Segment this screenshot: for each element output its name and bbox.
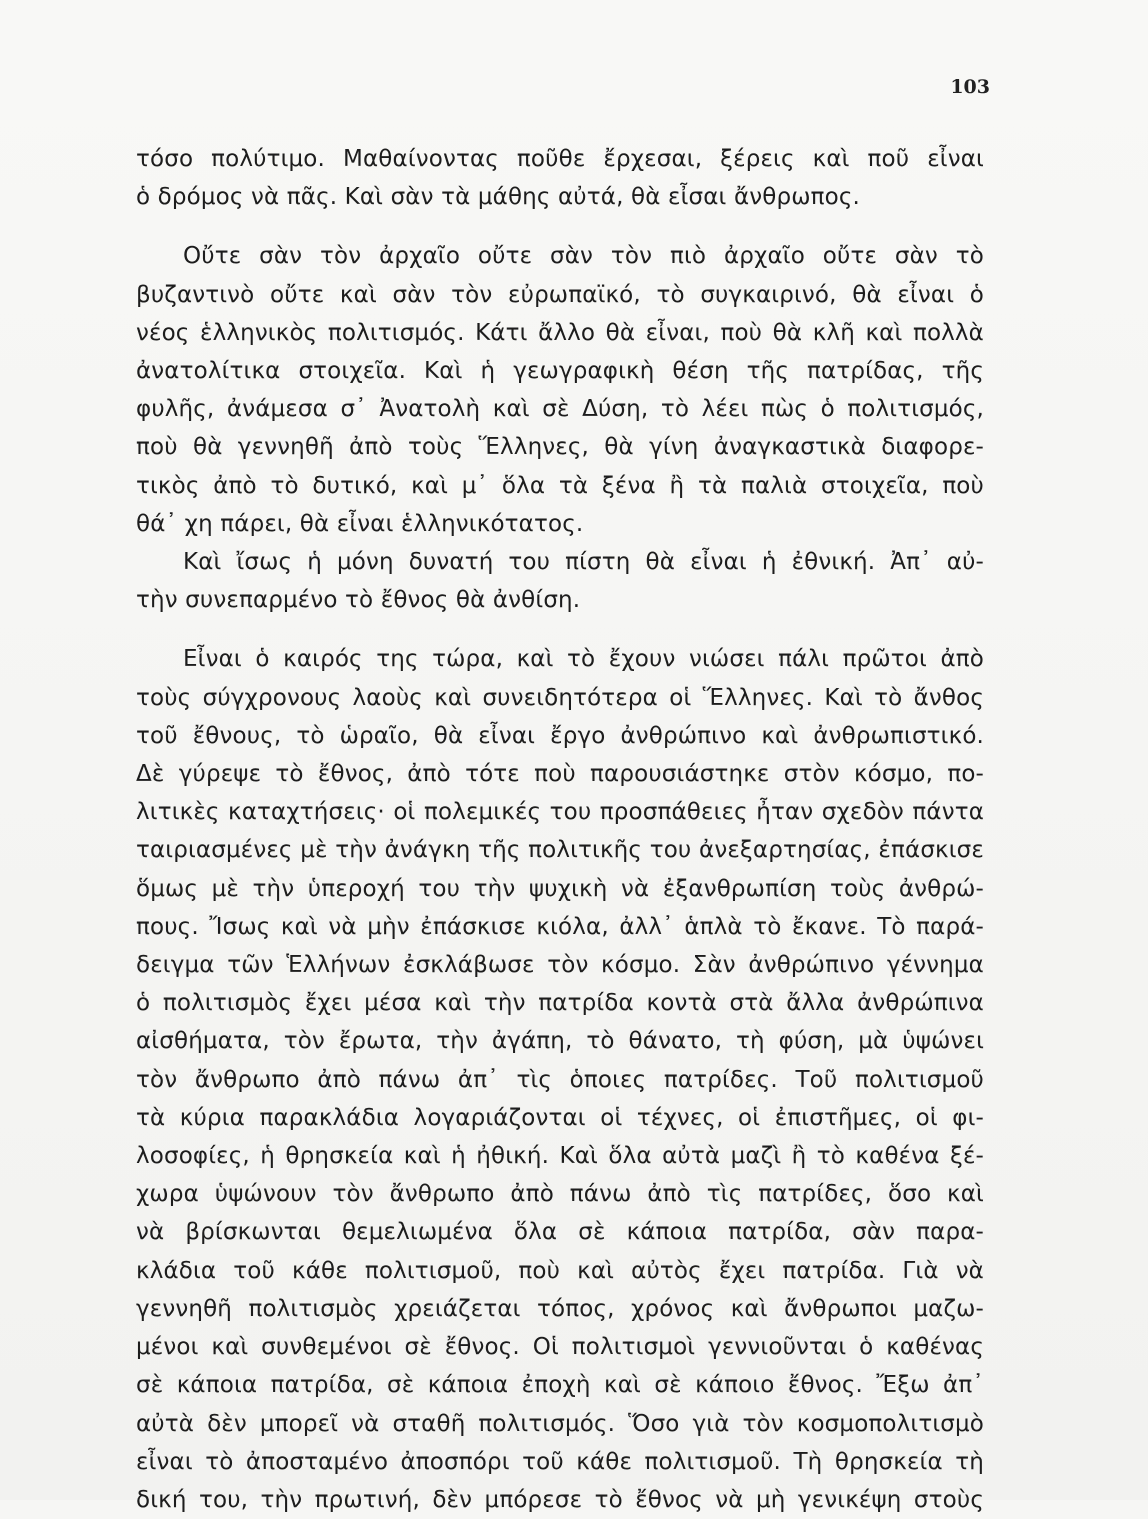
text-line: νὰ βρίσκωνται θεμελιωμένα ὅλα σὲ κάποια πατρίδα, σὰν παρα- <box>136 1219 984 1246</box>
text-line: Καὶ ἴσως ἡ μόνη δυνατή του πίστη θὰ εἶναι ἡ ἐθνική. Ἀπ᾿ αὐ- <box>183 549 984 576</box>
paragraph <box>136 640 984 1519</box>
text-line: αὐτὰ δὲν μπορεῖ νὰ σταθῆ πολιτισμός. Ὅσο γιὰ τὸν κοσμοπολιτισμὸ <box>136 1410 984 1437</box>
text-line: βυζαντινὸ οὔτε καὶ σὰν τὸν εὐρωπαϊκό, τὸ συγκαιρινό, θὰ εἶναι ὁ <box>136 281 984 308</box>
text-line: τοῦ ἔθνους, τὸ ὡραῖο, θὰ εἶναι ἔργο ἀνθρώπινο καὶ ἀνθρωπιστικό. <box>136 722 984 749</box>
text-line: τὸν ἄνθρωπο ἀπὸ πάνω ἀπ᾿ τὶς ὁποιες πατρίδες. Τοῦ πολιτισμοῦ <box>136 1066 984 1093</box>
text-line: ποὺ θὰ γεννηθῆ ἀπὸ τοὺς Ἕλληνες, θὰ γίνη ἀναγκαστικὰ διαφορε- <box>136 434 984 461</box>
text-line: εἶναι τὸ ἀποσταμένο ἀποσπόρι τοῦ κάθε πολιτισμοῦ. Τὴ θρησκεία τὴ <box>136 1448 984 1475</box>
text-line: τικὸς ἀπὸ τὸ δυτικό, καὶ μ᾿ ὅλα τὰ ξένα ἢ τὰ παλιὰ στοιχεῖα, ποὺ <box>136 472 984 499</box>
text-line: χωρα ὑψώνουν τὸν ἄνθρωπο ἀπὸ πάνω ἀπὸ τὶς πατρίδες, ὅσο καὶ <box>136 1181 984 1208</box>
text-line: ἀνατολίτικα στοιχεῖα. Καὶ ἡ γεωγραφικὴ θέση τῆς πατρίδας, τῆς <box>136 358 984 385</box>
text-line: τοὺς σύγχρονους λαοὺς καὶ συνειδητότερα οἱ Ἕλληνες. Καὶ τὸ ἄνθος <box>136 684 984 711</box>
text-line: ὁ δρόμος νὰ πᾶς. Καὶ σὰν τὰ μάθης αὐτά, θὰ εἶσαι ἄνθρωπος. <box>136 184 860 211</box>
text-line: ταιριασμένες μὲ τὴν ἀνάγκη τῆς πολιτικῆς του ἀνεξαρτησίας, ἐπάσκισε <box>136 837 984 864</box>
text-line: γεννηθῆ πολιτισμὸς χρειάζεται τόπος, χρόνος καὶ ἄνθρωποι μαζω- <box>136 1295 984 1322</box>
text-line: νέος ἑλληνικὸς πολιτισμός. Κάτι ἄλλο θὰ εἶναι, ποὺ θὰ κλῆ καὶ πολλὰ <box>136 319 984 346</box>
text-line: ὁ πολιτισμὸς ἔχει μέσα καὶ τὴν πατρίδα κοντὰ στὰ ἄλλα ἀνθρώπινα <box>136 990 984 1017</box>
text-line: κλάδια τοῦ κάθε πολιτισμοῦ, ποὺ καὶ αὐτὸς ἔχει πατρίδα. Γιὰ νὰ <box>136 1257 984 1284</box>
text-line: τὰ κύρια παρακλάδια λογαριάζονται οἱ τέχνες, οἱ ἐπιστῆμες, οἱ φι- <box>136 1104 984 1131</box>
text-line: σὲ κάποια πατρίδα, σὲ κάποια ἐποχὴ καὶ σὲ κάποιο ἔθνος. Ἔξω ἀπ᾿ <box>136 1372 984 1399</box>
text-line: Δὲ γύρεψε τὸ ἔθνος, ἀπὸ τότε ποὺ παρουσιάστηκε στὸν κόσμο, πο- <box>136 761 984 788</box>
text-line: τόσο πολύτιμο. Μαθαίνοντας ποῦθε ἔρχεσαι, ξέρεις καὶ ποῦ εἶναι <box>136 146 984 172</box>
text-line: πους. Ἴσως καὶ νὰ μὴν ἐπάσκισε κιόλα, ἀλλ᾿ ἁπλὰ τὸ ἔκανε. Τὸ παρά- <box>136 913 984 940</box>
body-text <box>136 140 984 1519</box>
text-line: λοσοφίες, ἡ θρησκεία καὶ ἡ ἠθική. Καὶ ὅλα αὐτὰ μαζὶ ἢ τὸ καθένα ξέ- <box>136 1143 984 1170</box>
paragraph <box>136 140 984 216</box>
page-number: 103 <box>950 76 990 98</box>
text-line: δειγμα τῶν Ἑλλήνων ἐσκλάβωσε τὸν κόσμο. Σὰν ἀνθρώπινο γέννημα <box>136 952 984 979</box>
paragraph <box>136 237 984 543</box>
text-line: Εἶναι ὁ καιρός της τώρα, καὶ τὸ ἔχουν νιώσει πάλι πρῶτοι ἀπὸ <box>183 646 984 673</box>
text-line: τὴν συνεπαρμένο τὸ ἔθνος θὰ ἀνθίση. <box>136 587 581 614</box>
text-line: φυλῆς, ἀνάμεσα σ᾿ Ἀνατολὴ καὶ σὲ Δύση, τὸ λέει πὼς ὁ πολιτισμός, <box>136 396 984 423</box>
text-line: θά᾿ χη πάρει, θὰ εἶναι ἑλληνικότατος. <box>136 510 584 537</box>
text-line: δική του, τὴν πρωτινή, δὲν μπόρεσε τὸ ἔθνος νὰ μὴ γενικέψη στοὺς <box>136 1486 984 1513</box>
text-line: αἰσθήματα, τὸν ἔρωτα, τὴν ἀγάπη, τὸ θάνατο, τὴ φύση, μὰ ὑψώνει <box>136 1028 984 1055</box>
paragraph <box>136 543 984 619</box>
text-line: Οὔτε σὰν τὸν ἀρχαῖο οὔτε σὰν τὸν πιὸ ἀρχαῖο οὔτε σὰν τὸ <box>183 243 984 270</box>
text-line: ὅμως μὲ τὴν ὑπεροχή του τὴν ψυχικὴ νὰ ἐξανθρωπίση τοὺς ἀνθρώ- <box>136 875 984 902</box>
text-line: μένοι καὶ συνθεμένοι σὲ ἔθνος. Οἱ πολιτισμοὶ γεννιοῦνται ὁ καθένας <box>136 1334 984 1361</box>
text-line: λιτικὲς καταχτήσεις· οἱ πολεμικές του προσπάθειες ἦταν σχεδὸν πάντα <box>136 799 984 826</box>
